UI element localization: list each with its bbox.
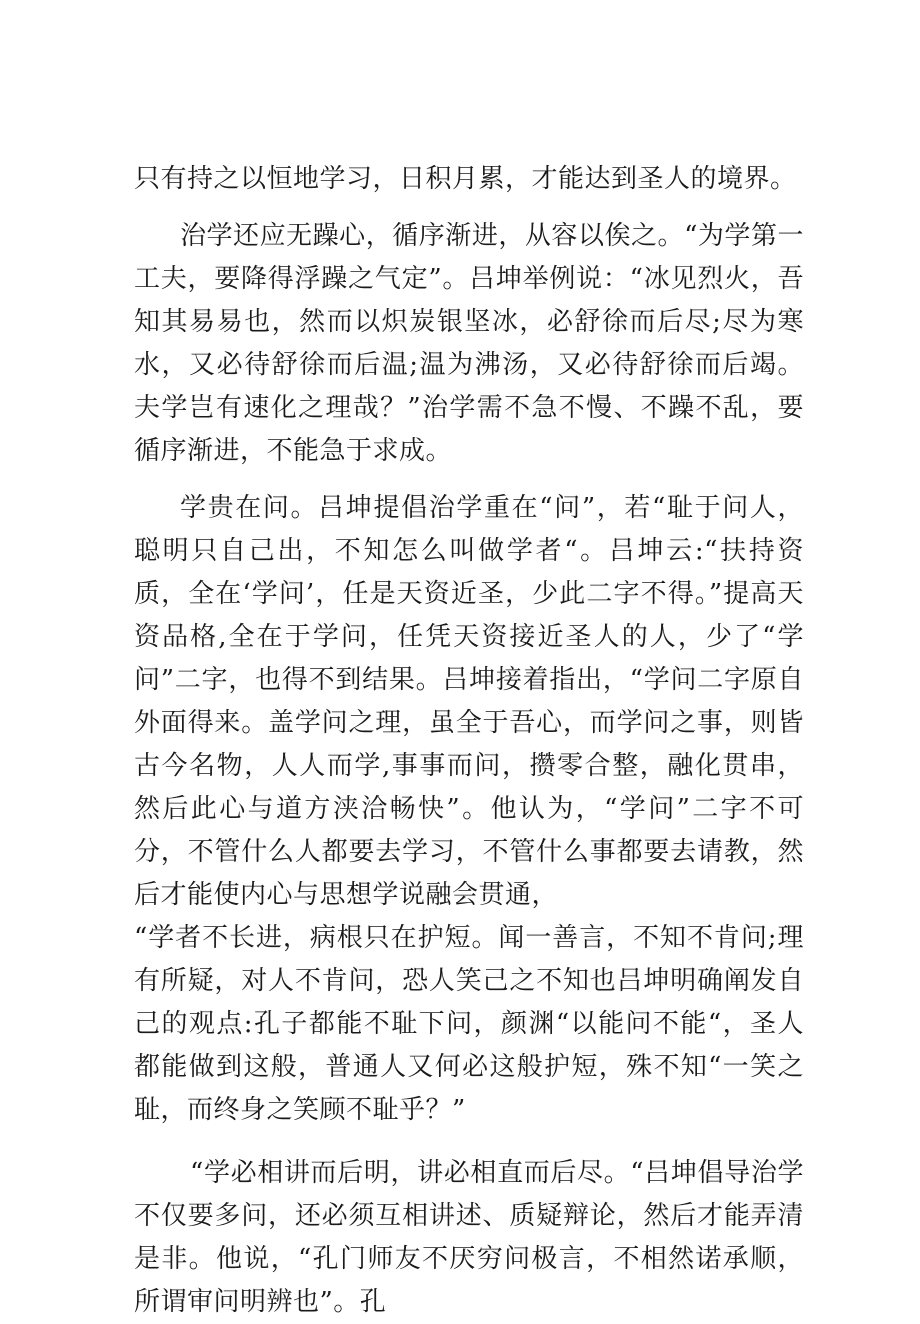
paragraph-asking: 学贵在问。吕坤提倡治学重在“问”，若“耻于问人，聪明只自己出，不知怎么叫做学者“。吕坤云:“扶持资质，全在‘学问’，任是天资近圣，少此二字不得。”提高天资品格,全在于学问，任凭天资接近圣人的人，少了“学问”二字，也得不到结果。吕坤接着指出，“学问二字原自外面得来。盖学问之理，虽全于吾心，而学问之事，则皆古今名物，人人而学,事事而问，攒零合整，融化贯串，然后此心与道方浃洽畅快”。他认为，“学问”二字不可分，不管什么人都要去学习，不管什么事都要去请教，然后才能使内心与思想学说融会贯通， xyxy=(134,493,804,910)
paragraph-patience: 治学还应无躁心，循序渐进，从容以俟之。“为学第一工夫，要降得浮躁之气定”。吕坤举例说：“冰见烈火，吾知其易易也，然而以炽炭银坚冰，必舒徐而后尽;尽为寒水，又必待舒徐而后温;温为沸汤，又必待舒徐而后竭。夫学岂有速化之理哉？”治学需不急不慢、不躁不乱，要循序渐进，不能急于求成。 xyxy=(134,221,804,466)
document-body xyxy=(134,158,804,1324)
paragraph-discussion: “学必相讲而后明，讲必相直而后尽。“吕坤倡导治学不仅要多问，还必须互相讲述、质疑辩论，然后才能弄清是非。他说，“孔门师友不厌穷问极言，不相然诺承顺，所谓审问明辨也”。孔 xyxy=(134,1158,804,1317)
paragraph-continuation: 只有持之以恒地学习，日积月累，才能达到圣人的境界。 xyxy=(134,164,797,194)
paragraph-quote-shortcoming: “学者不长进，病根只在护短。闻一善言，不知不肯问;理有所疑，对人不肯问，恐人笑己之不知也吕坤明确阐发自己的观点:孔子都能不耻下问，颜渊“以能问不能“，圣人都能做到这般，普通人又何必这般护短，殊不知“一笑之耻，而终身之笑顾不耻乎？” xyxy=(134,923,804,1125)
